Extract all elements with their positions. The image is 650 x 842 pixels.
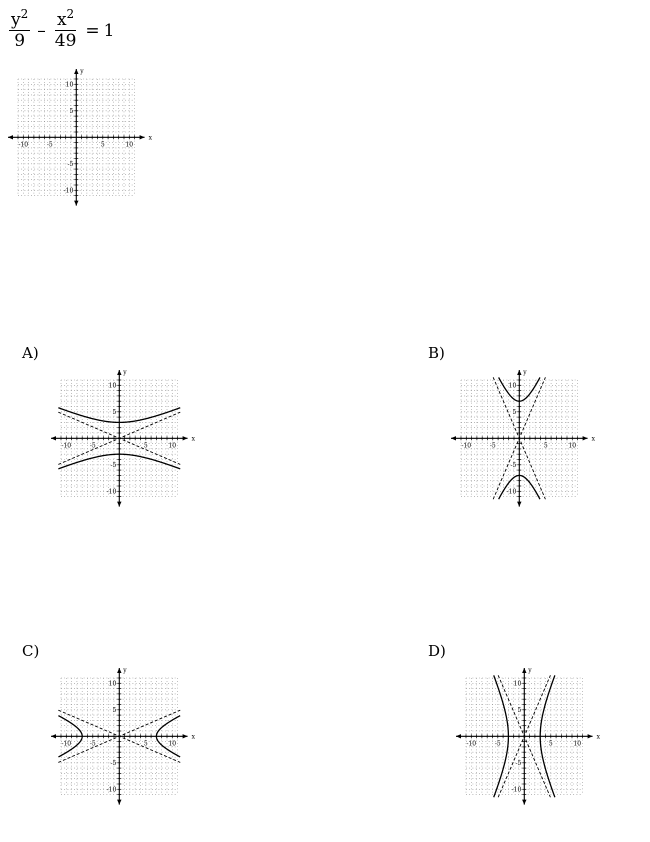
- x-tick-label: 5: [543, 442, 548, 450]
- x-tick-label: -5: [489, 442, 496, 450]
- y-tick-label: -5: [67, 160, 74, 168]
- coordinate-plane: [447, 366, 595, 511]
- y-tick-label: -5: [515, 759, 522, 767]
- choice-d-graph[interactable]: [452, 664, 600, 809]
- y-axis-arrow-icon: [74, 69, 78, 74]
- y-axis-arrow-icon: [117, 800, 121, 805]
- x-tick-label: 10: [125, 141, 134, 149]
- y-tick-label: -10: [511, 786, 522, 794]
- y-tick-label: -10: [106, 488, 117, 496]
- x-tick-label: -5: [46, 141, 53, 149]
- blank-answer-graph[interactable]: [4, 65, 152, 210]
- x-tick-label: 5: [143, 442, 148, 450]
- x-tick-label: -10: [18, 141, 29, 149]
- y-tick-label: 10: [108, 382, 117, 390]
- right-hand-side: 1: [103, 20, 115, 41]
- choice-c-label[interactable]: C): [22, 642, 40, 660]
- x-axis-arrow-icon: [588, 734, 593, 738]
- x-tick-label: 5: [100, 141, 105, 149]
- y-tick-label: 10: [65, 81, 74, 89]
- x-axis-arrow-icon: [583, 436, 588, 440]
- equals-sign: =: [85, 20, 100, 41]
- y-tick-label: 10: [513, 680, 522, 688]
- term1-numerator: y: [11, 10, 21, 30]
- y-axis-label: y: [523, 368, 527, 376]
- term2-numerator: x: [56, 10, 67, 30]
- x-axis-arrow-icon: [51, 436, 56, 440]
- minus-sign: –: [37, 20, 46, 41]
- x-axis-label: x: [591, 435, 595, 443]
- y-axis-arrow-icon: [522, 668, 526, 673]
- y-tick-label: -10: [106, 786, 117, 794]
- fraction-y: [9, 7, 30, 51]
- x-tick-label: -10: [461, 442, 472, 450]
- x-axis-label: x: [148, 134, 152, 142]
- y-axis-arrow-icon: [517, 502, 521, 507]
- term1-denominator: 9: [14, 31, 26, 51]
- coordinate-plane: [47, 664, 195, 809]
- x-axis-label: x: [596, 733, 600, 741]
- term2-denominator: 49: [54, 31, 77, 51]
- x-tick-label: -5: [89, 442, 96, 450]
- coordinate-plane: [4, 65, 152, 210]
- term1-exponent: 2: [20, 7, 29, 21]
- y-axis-label: y: [528, 666, 532, 674]
- y-tick-label: 5: [112, 706, 117, 714]
- x-tick-label: 5: [143, 740, 148, 748]
- y-tick-label: 5: [112, 408, 117, 416]
- y-tick-label: 5: [512, 408, 517, 416]
- choice-a-label[interactable]: A): [22, 344, 39, 362]
- x-tick-label: -5: [494, 740, 501, 748]
- y-tick-label: -5: [110, 461, 117, 469]
- x-axis-arrow-icon: [456, 734, 461, 738]
- x-tick-label: 10: [568, 442, 577, 450]
- x-tick-label: 10: [573, 740, 582, 748]
- y-axis-arrow-icon: [522, 800, 526, 805]
- fraction-x: [53, 7, 79, 51]
- x-axis-arrow-icon: [140, 135, 145, 139]
- x-axis-label: x: [191, 733, 195, 741]
- x-tick-label: -10: [61, 740, 72, 748]
- x-axis-arrow-icon: [183, 436, 188, 440]
- y-tick-label: 10: [108, 680, 117, 688]
- x-axis-arrow-icon: [451, 436, 456, 440]
- x-axis-label: x: [191, 435, 195, 443]
- choice-d-label[interactable]: D): [428, 642, 446, 660]
- y-axis-arrow-icon: [117, 668, 121, 673]
- y-axis-arrow-icon: [74, 201, 78, 206]
- y-axis-label: y: [123, 368, 127, 376]
- coordinate-plane: [452, 664, 600, 809]
- y-tick-label: -5: [510, 461, 517, 469]
- term2-exponent: 2: [66, 7, 75, 21]
- y-tick-label: -10: [506, 488, 517, 496]
- y-axis-arrow-icon: [517, 370, 521, 375]
- y-tick-label: 5: [69, 107, 74, 115]
- x-tick-label: 10: [168, 740, 177, 748]
- x-tick-label: -10: [466, 740, 477, 748]
- y-tick-label: 10: [508, 382, 517, 390]
- x-tick-label: -10: [61, 442, 72, 450]
- x-axis-arrow-icon: [51, 734, 56, 738]
- y-axis-label: y: [80, 67, 84, 75]
- y-axis-label: y: [123, 666, 127, 674]
- x-axis-arrow-icon: [8, 135, 13, 139]
- choice-b-label[interactable]: B): [428, 344, 445, 362]
- equation: [6, 7, 115, 51]
- y-tick-label: -5: [110, 759, 117, 767]
- coordinate-plane: [47, 366, 195, 511]
- x-tick-label: -5: [89, 740, 96, 748]
- x-axis-arrow-icon: [183, 734, 188, 738]
- choice-b-graph[interactable]: [447, 366, 595, 511]
- y-axis-arrow-icon: [117, 502, 121, 507]
- y-tick-label: -10: [63, 187, 74, 195]
- choice-a-graph[interactable]: [47, 366, 195, 511]
- x-tick-label: 10: [168, 442, 177, 450]
- y-axis-arrow-icon: [117, 370, 121, 375]
- x-tick-label: 5: [548, 740, 553, 748]
- y-tick-label: 5: [517, 706, 522, 714]
- choice-c-graph[interactable]: [47, 664, 195, 809]
